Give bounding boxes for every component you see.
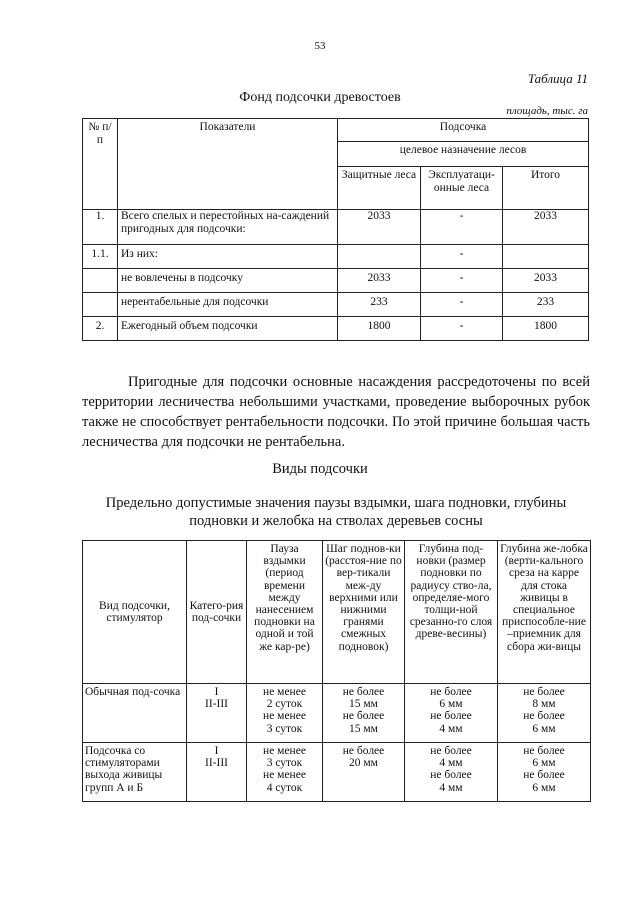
- header-pause: Пауза вздымки (период времени между нанесением подновки на одной и той же кар-ре): [247, 541, 323, 684]
- header-step: Шаг поднов-ки (расстоя-ние по вер-тикали меж-ду верхними или нижними гранями смежных подновок): [323, 541, 405, 684]
- cell-line: 15 мм: [349, 698, 378, 711]
- cell-line: 4 мм: [439, 757, 463, 770]
- cell-line: 4 мм: [439, 781, 463, 794]
- cell-line: 6 мм: [532, 757, 556, 770]
- row-protective: 2033: [338, 210, 421, 245]
- row-no: 1.1.: [83, 245, 118, 269]
- row-operational: -: [421, 269, 503, 293]
- header-tapping: Подсочка: [338, 119, 589, 142]
- cell-line: 6 мм: [439, 698, 463, 711]
- row-depth: [405, 743, 498, 802]
- header-category: Катего-рия под-сочки: [187, 541, 247, 684]
- row-total: 233: [503, 293, 589, 317]
- cell-line: 8 мм: [532, 698, 556, 711]
- page-number: 53: [314, 40, 326, 52]
- cell-line: не более: [523, 686, 565, 698]
- table-row: [83, 743, 591, 802]
- cell-line: не более: [430, 710, 472, 723]
- header-purpose: целевое назначение лесов: [338, 142, 589, 167]
- header-groove: Глубина же-лобка (верти-кального среза на карре для стока живицы в специальное приспособле-ние –приемник для сбора жи-вицы: [498, 541, 591, 684]
- row-pause: [247, 743, 323, 802]
- header-operational: Эксплуатаци-онные леса: [421, 167, 503, 210]
- cell-line: 3 суток: [266, 722, 303, 735]
- cell-line: 15 мм: [349, 722, 378, 735]
- row-no: 2.: [83, 317, 118, 341]
- table-label: Таблица 11: [527, 71, 588, 86]
- row-category: [187, 743, 247, 802]
- row-total: 1800: [503, 317, 589, 341]
- row-depth: [405, 684, 498, 743]
- row-operational: -: [421, 210, 503, 245]
- cell-line: II-III: [205, 757, 228, 770]
- table-row: [83, 317, 589, 341]
- cell-line: не менее: [263, 745, 306, 757]
- table-title: Фонд подсочки древостоев: [239, 90, 401, 105]
- cell-line: 6 мм: [532, 781, 556, 794]
- header-depth: Глубина под-новки (размер подновки по радиусу ство-ла, определяе-мого толщи-ной срезанно-го слоя древе-весины): [405, 541, 498, 684]
- cell-line: не более: [430, 769, 472, 782]
- units-note: площадь, тыс. га: [506, 105, 588, 117]
- header-indicators: Показатели: [118, 119, 338, 210]
- header-total: Итого: [503, 167, 589, 210]
- cell-line: 4 мм: [439, 722, 463, 735]
- row-total: 2033: [503, 210, 589, 245]
- cell-line: не более: [430, 745, 472, 757]
- cell-line: не более: [342, 686, 385, 698]
- row-label: нерентабельные для подсочки: [118, 293, 338, 317]
- cell-line: не более: [523, 745, 565, 757]
- cell-line: не более: [342, 710, 385, 723]
- cell-line: I: [214, 686, 219, 698]
- header-type: Вид подсочки, стимулятор: [83, 541, 187, 684]
- cell-line: 20 мм: [349, 757, 378, 770]
- cell-line: не менее: [263, 686, 306, 698]
- cell-line: 2 суток: [266, 698, 303, 711]
- table-row: [83, 684, 591, 743]
- cell-line: не менее: [263, 769, 306, 782]
- row-protective: 2033: [338, 269, 421, 293]
- cell-line: 6 мм: [532, 722, 556, 735]
- body-paragraph: Пригодные для подсочки основные насаждения рассредоточены по всей территории лесничества небольшими участками, проведение выборочных рубок также не способствует рентабельности подсочки. По этой причине большая часть лесничества для подсочки не рентабельна.: [82, 374, 590, 450]
- row-no: [83, 269, 118, 293]
- tapping-types-table: [82, 540, 591, 802]
- row-protective: [338, 245, 421, 269]
- row-operational: -: [421, 293, 503, 317]
- row-type: Обычная под-сочка: [83, 684, 187, 743]
- cell-line: не более: [430, 686, 472, 698]
- cell-line: не более: [342, 745, 385, 757]
- section-title: Виды подсочки: [272, 461, 368, 477]
- row-protective: 1800: [338, 317, 421, 341]
- table-row: [83, 293, 589, 317]
- tapping-fund-table: [82, 118, 589, 341]
- row-groove: [498, 684, 591, 743]
- cell-line: II-III: [205, 698, 228, 711]
- cell-line: не более: [523, 710, 565, 723]
- header-no: № п/п: [83, 119, 118, 210]
- table-subtitle: Предельно допустимые значения паузы вздымки, шага подновки, глубины подновки и желобка на стволах деревьев сосны: [105, 495, 567, 529]
- cell-line: 4 суток: [266, 781, 303, 794]
- row-label: Ежегодный объем подсочки: [118, 317, 338, 341]
- row-step: [323, 684, 405, 743]
- row-operational: -: [421, 317, 503, 341]
- row-label: Из них:: [118, 245, 338, 269]
- row-pause: [247, 684, 323, 743]
- row-label: не вовлечены в подсочку: [118, 269, 338, 293]
- row-groove: [498, 743, 591, 802]
- row-total: [503, 245, 589, 269]
- row-label: Всего спелых и перестойных на-саждений пригодных для подсочки:: [118, 210, 338, 245]
- row-category: [187, 684, 247, 743]
- header-protective: Защитные леса: [338, 167, 421, 210]
- row-step: [323, 743, 405, 802]
- cell-line: 3 суток: [266, 757, 303, 770]
- cell-line: I: [214, 745, 219, 757]
- table-row: [83, 269, 589, 293]
- row-no: 1.: [83, 210, 118, 245]
- row-protective: 233: [338, 293, 421, 317]
- cell-line: не менее: [263, 710, 306, 723]
- cell-line: не более: [523, 769, 565, 782]
- row-no: [83, 293, 118, 317]
- row-operational: -: [421, 245, 503, 269]
- table-row: [83, 245, 589, 269]
- table-row: [83, 210, 589, 245]
- row-total: 2033: [503, 269, 589, 293]
- row-type: Подсочка со стимуляторами выхода живицы групп А и Б: [83, 743, 187, 802]
